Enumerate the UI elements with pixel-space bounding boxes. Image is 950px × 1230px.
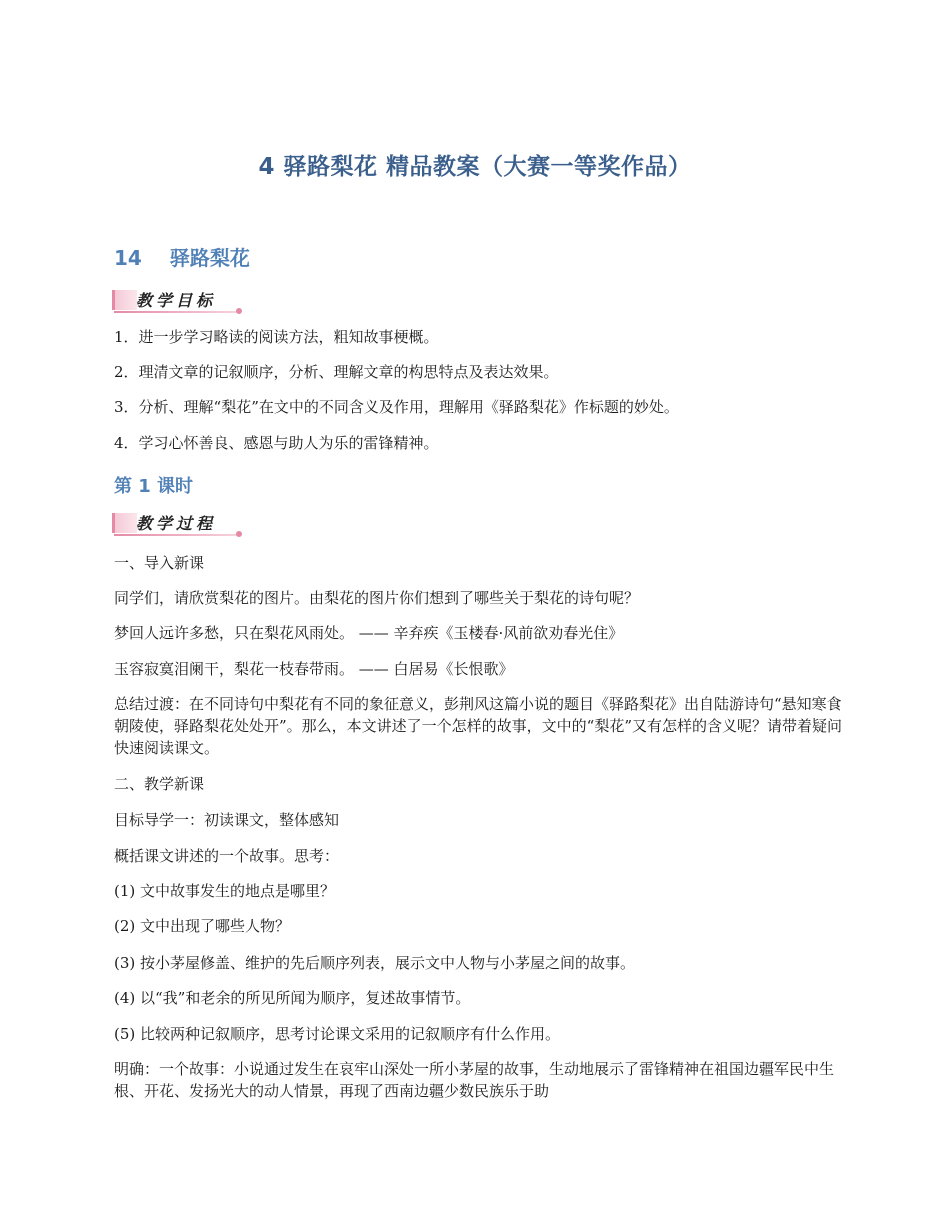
task-text: 概括课文讲述的一个故事。思考： — [114, 847, 340, 865]
objective-item: 3．分析、理解“梨花”在文中的不同含义及作用，理解用《驿路梨花》作标题的妙处。 — [114, 398, 679, 416]
question-item: (1) 文中故事发生的地点是哪里？ — [114, 882, 336, 900]
process-banner-label: 教学过程 — [136, 514, 217, 533]
question-item: (2) 文中出现了哪些人物？ — [114, 917, 291, 935]
chapter-heading — [114, 242, 250, 271]
answer-paragraph: 明确：一个故事：小说通过发生在哀牢山深处一所小茅屋的故事，生动地展示了雷锋精神在祖国边疆军民中生根、开花、发扬光大的动人情景，再现了西南边疆少数民族乐于助 — [114, 1060, 835, 1100]
banner-decoration — [112, 513, 137, 533]
poem-line: 玉容寂寞泪阑干，梨花一枝春带雨。 —— 白居易《长恨歌》 — [114, 660, 514, 678]
banner-dot — [236, 531, 242, 537]
objective-item: 1．进一步学习略读的阅读方法，粗知故事梗概。 — [114, 328, 439, 346]
lesson-heading: 第 1 课时 — [114, 476, 194, 497]
objective-item: 4．学习心怀善良、感恩与助人为乐的雷锋精神。 — [114, 434, 439, 452]
summary-paragraph: 总结过渡：在不同诗句中梨花有不同的象征意义，彭荆风这篇小说的题目《驿路梨花》出自陆游诗句“悬知寒食朝陵使，驿路梨花处处开”。那么，本文讲述了一个怎样的故事，文中的“梨花”又有怎样的含义呢？请带着疑问快速阅读课文。 — [114, 695, 843, 757]
chapter-number: 14 — [114, 246, 142, 270]
document-title: 4 驿路梨花 精品教案（大赛一等奖作品） — [258, 154, 692, 180]
question-item: (4) 以“我”和老余的所见所闻为顺序，复述故事情节。 — [114, 989, 471, 1007]
intro-text: 同学们，请欣赏梨花的图片。由梨花的图片你们想到了哪些关于梨花的诗句呢？ — [114, 589, 640, 607]
objectives-banner — [112, 287, 242, 313]
intro-heading: 一、导入新课 — [114, 554, 205, 572]
banner-underline — [114, 534, 240, 536]
banner-dot — [236, 308, 242, 314]
chapter-title: 驿路梨花 — [169, 246, 250, 270]
question-item: (5) 比较两种记叙顺序，思考讨论课文采用的记叙顺序有什么作用。 — [114, 1025, 561, 1043]
objective-item: 2．理清文章的记叙顺序，分析、理解文章的构思特点及表达效果。 — [114, 363, 559, 381]
new-lesson-heading: 二、教学新课 — [114, 775, 205, 793]
banner-underline — [114, 311, 240, 313]
objectives-banner-label: 教学目标 — [136, 291, 217, 310]
process-banner — [112, 510, 242, 536]
question-item: (3) 按小茅屋修盖、维护的先后顺序列表，展示文中人物与小茅屋之间的故事。 — [114, 954, 636, 972]
banner-decoration — [112, 290, 137, 310]
poem-line: 梦回人远许多愁，只在梨花风雨处。 —— 辛弃疾《玉楼春·风前欲劝春光住》 — [114, 624, 624, 642]
goal-heading: 目标导学一：初读课文，整体感知 — [114, 811, 340, 829]
